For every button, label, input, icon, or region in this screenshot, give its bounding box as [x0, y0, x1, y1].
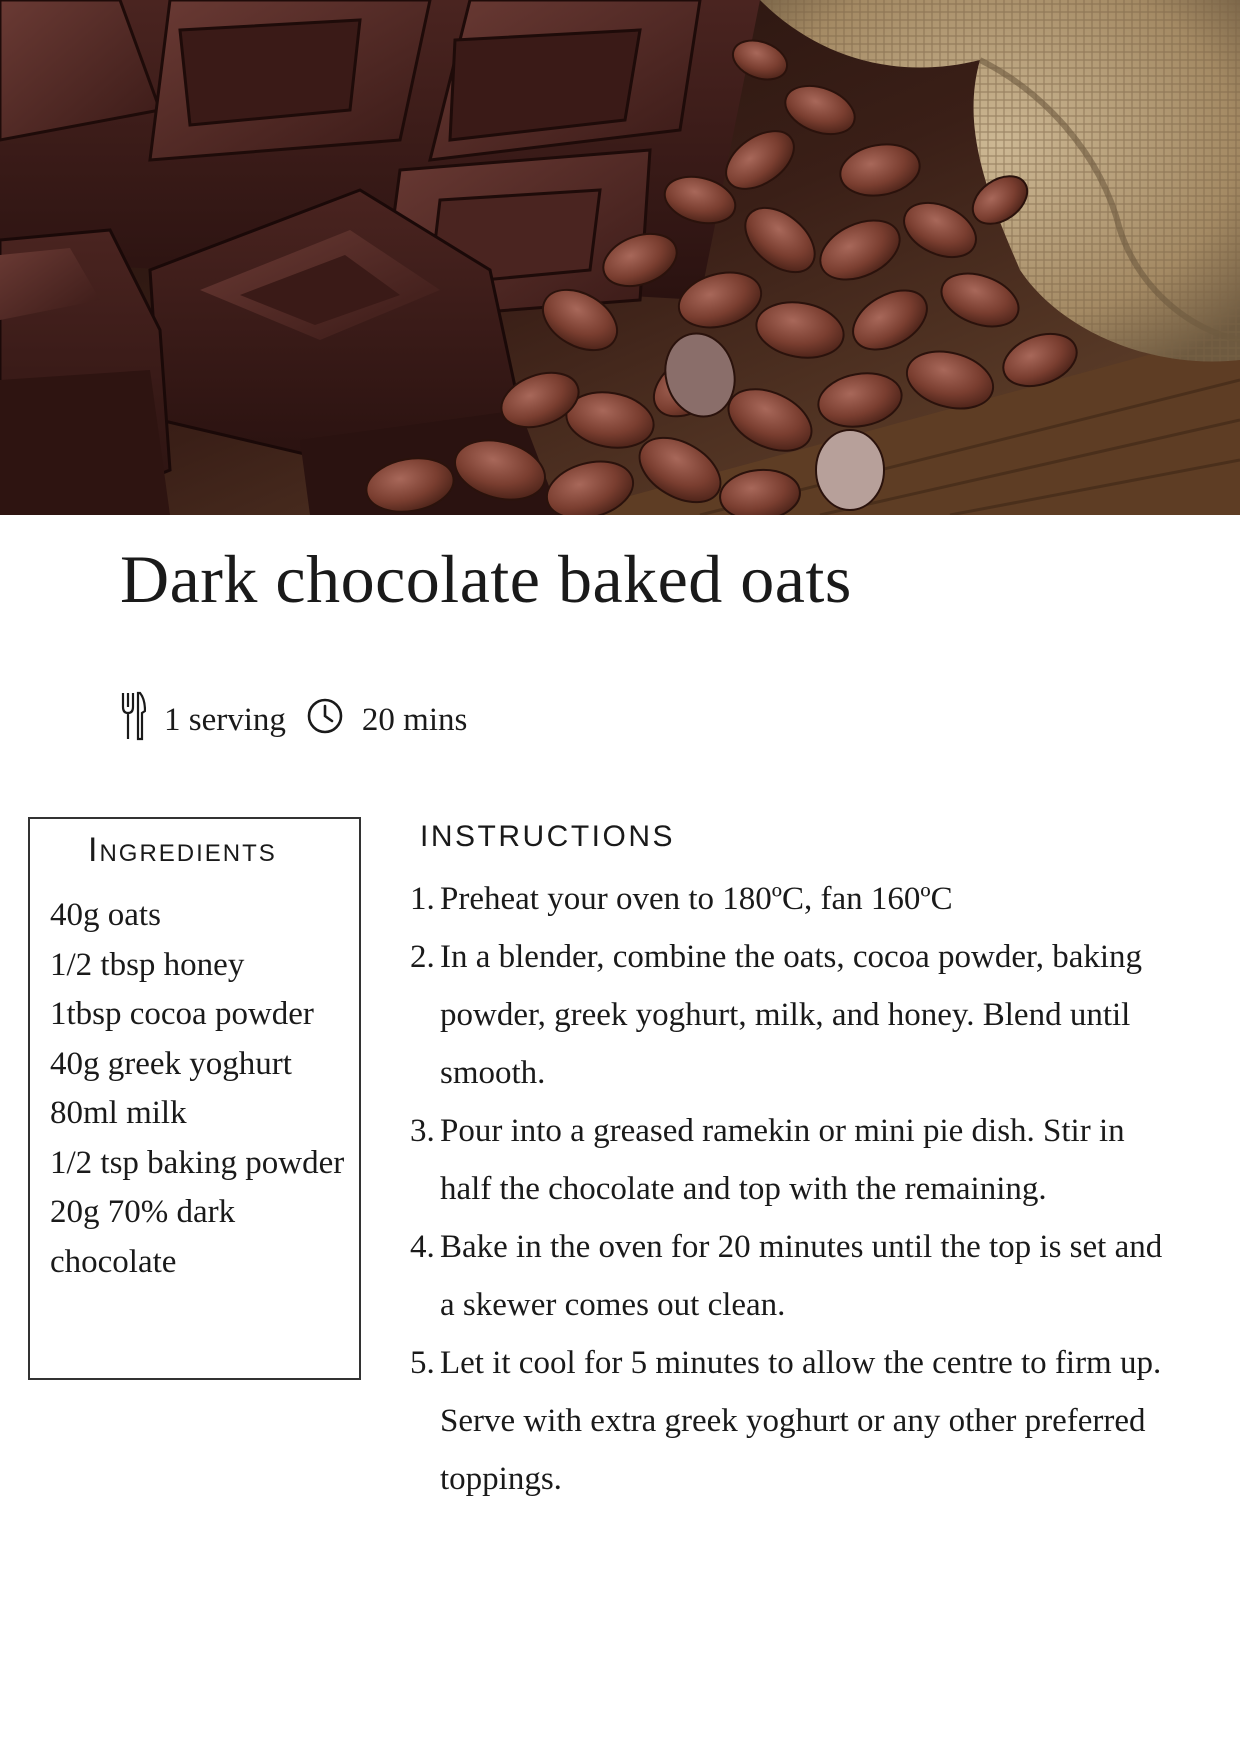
ingredients-heading: Ingredients — [88, 831, 277, 869]
step-number: 3. — [410, 1113, 435, 1149]
ingredients-box — [28, 817, 361, 1380]
step-text: Preheat your oven to 180ºC, fan 160ºC — [440, 881, 953, 917]
fork-knife-icon — [120, 691, 146, 750]
ingredient-item: 80ml milk — [50, 1095, 187, 1131]
step-text: Pour into a greased ramekin or mini pie dish. Stir in half the chocolate and top with the remaining. — [440, 1113, 1125, 1207]
instructions-heading: INSTRUCTIONS — [420, 820, 675, 853]
clock-icon — [306, 697, 344, 744]
ingredients-list — [50, 891, 355, 1287]
step-text: Let it cool for 5 minutes to allow the centre to firm up. Serve with extra greek yoghurt or any other preferred toppings. — [440, 1345, 1162, 1497]
ingredient-item: 40g greek yoghurt — [50, 1045, 292, 1082]
ingredient-item: 1/2 tbsp honey — [50, 946, 245, 983]
ingredient-item: 1/2 tsp baking powder — [50, 1144, 345, 1181]
recipe-title: Dark chocolate baked oats — [120, 541, 852, 617]
recipe-meta — [120, 690, 467, 750]
instructions-list — [410, 870, 1170, 1508]
instruction-step — [410, 928, 1170, 1102]
servings-text: 1 serving — [164, 701, 286, 738]
step-text: In a blender, combine the oats, cocoa powder, baking powder, greek yoghurt, milk, and honey. Blend until smooth. — [440, 939, 1143, 1091]
step-number: 2. — [410, 939, 435, 975]
hero-photo-chocolate-cocoa-beans — [0, 0, 1240, 515]
instruction-step — [410, 1218, 1170, 1334]
step-number: 4. — [410, 1229, 435, 1265]
ingredient-item: 40g oats — [50, 897, 161, 933]
instruction-step — [410, 1334, 1170, 1508]
ingredient-item: 1tbsp cocoa powder — [50, 996, 314, 1032]
time-text: 20 mins — [361, 701, 468, 738]
step-number: 5. — [410, 1345, 435, 1381]
instruction-step — [410, 870, 1170, 928]
step-number: 1. — [410, 881, 435, 917]
ingredient-item: 20g 70% dark chocolate — [50, 1194, 236, 1280]
hero-illustration — [0, 0, 1240, 515]
instruction-step — [410, 1102, 1170, 1218]
step-text: Bake in the oven for 20 minutes until the top is set and a skewer comes out clean. — [440, 1229, 1163, 1323]
